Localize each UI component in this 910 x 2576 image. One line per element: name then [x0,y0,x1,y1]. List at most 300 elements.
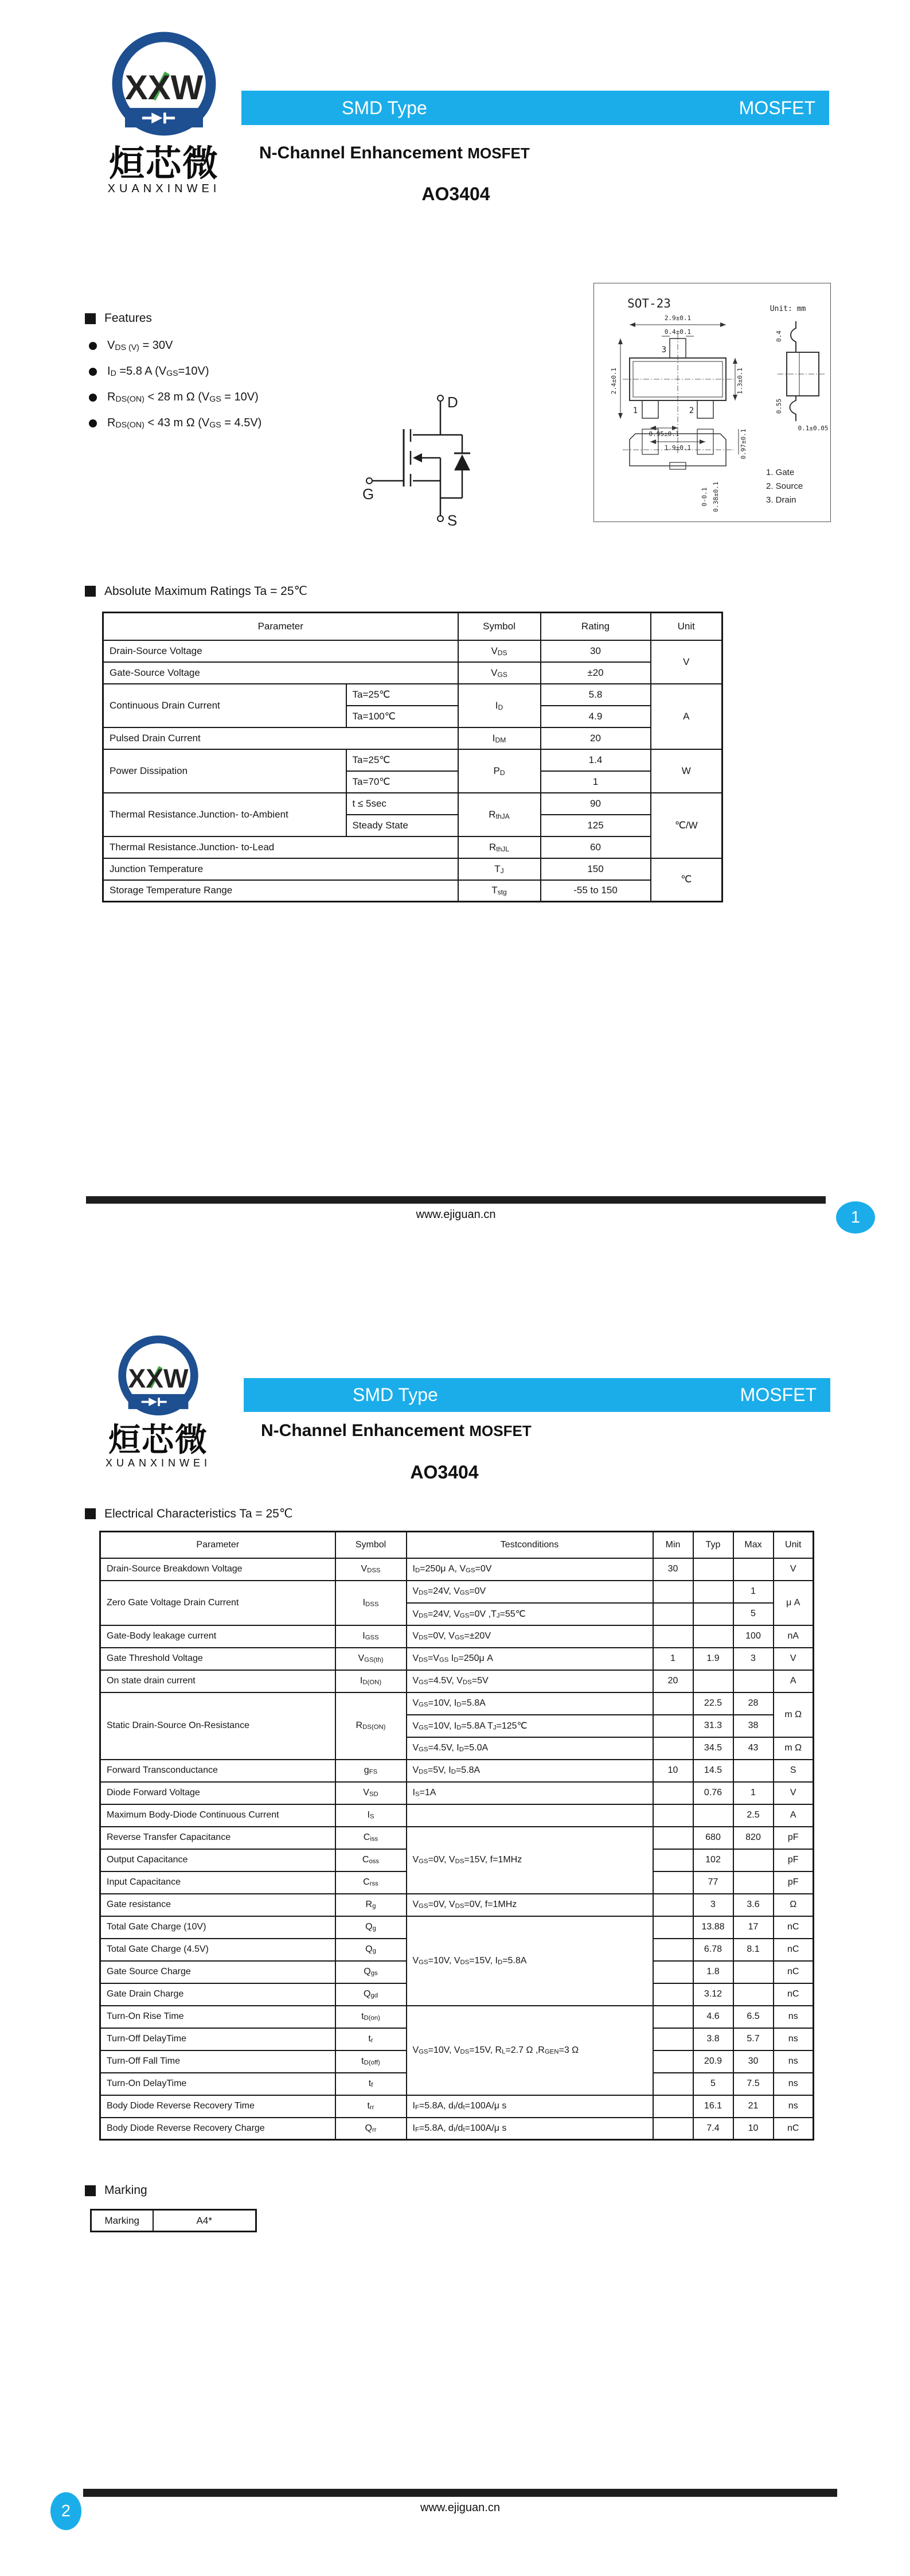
table-cell [653,2050,693,2073]
table-cell [693,1670,733,1692]
table-row [103,727,722,749]
table-cell: VGS=4.5V, VDS=5V [407,1670,653,1692]
marking-heading [85,2184,147,2197]
table-cell: VSD [335,1782,407,1804]
pin2-legend: 2. Source [766,481,803,491]
table-cell: Thermal Resistance.Junction- to-Lead [103,836,458,858]
table-cell [733,1983,774,2006]
table-cell: Unit [774,1532,814,1558]
document-title-suffix: MOSFET [467,145,530,162]
table-cell [653,2028,693,2050]
table-cell: 100 [733,1625,774,1648]
table-cell: 4.9 [541,706,651,727]
table-cell: Pulsed Drain Current [103,727,458,749]
table-cell [407,1804,653,1827]
table-cell: Symbol [335,1532,407,1558]
table-cell: nC [774,1961,814,1983]
table-cell: ns [774,2095,814,2118]
table-cell: Turn-Off DelayTime [100,2028,335,2050]
mosfet-symbol [354,389,498,532]
section-marker-icon [85,2185,96,2196]
table-row [100,1670,814,1692]
company-logo [86,28,242,196]
svg-text:2: 2 [689,406,694,415]
table-cell: tD(off) [335,2050,407,2073]
table-cell: 7.4 [693,2118,733,2140]
table-row [100,2118,814,2140]
table-cell [653,2073,693,2095]
feature-text: ID =5.8 A (VGS=10V) [107,364,209,379]
features-heading-label: Features [104,312,152,325]
table-cell: Gate Threshold Voltage [100,1648,335,1670]
table-cell [653,1715,693,1737]
svg-text:0.95±0.1: 0.95±0.1 [649,430,679,438]
table-cell: Ta=70℃ [346,771,458,793]
table-cell: tr [335,2028,407,2050]
table-cell: ns [774,2006,814,2028]
table-row [100,1648,814,1670]
header-bar-left-label: SMD Type [342,97,427,118]
table-cell: 30 [541,640,651,662]
table-cell: Qg [335,1939,407,1961]
table-cell: trr [335,2095,407,2118]
document-title-suffix: MOSFET [469,1422,532,1439]
table-cell: ns [774,2028,814,2050]
table-row [100,1760,814,1782]
table-cell: 125 [541,815,651,836]
table-cell: Input Capacitance [100,1871,335,1894]
table-cell [653,1782,693,1804]
table-cell: 680 [693,1827,733,1849]
table-cell: A [774,1804,814,1827]
table-cell: 77 [693,1871,733,1894]
table-row [103,684,722,706]
absolute-maximum-ratings-table [102,612,723,902]
section-marker-icon [85,586,96,597]
table-cell [653,2006,693,2028]
table-cell: VGS=10V, VDS=15V, ID=5.8A [407,1916,653,2006]
table-cell: nC [774,1939,814,1961]
header-bar-left-label: SMD Type [353,1384,438,1405]
table-cell: Reverse Transfer Capacitance [100,1827,335,1849]
table-row [100,1894,814,1916]
footer-url: www.ejiguan.cn [416,1208,496,1221]
table-cell [653,1961,693,1983]
table-cell: pF [774,1871,814,1894]
table-cell: TJ [458,858,541,880]
footer-rule [83,2489,837,2497]
table-cell: V [651,640,722,684]
svg-text:0.97±0.1: 0.97±0.1 [740,429,747,460]
bullet-icon [89,394,97,402]
svg-text:0-0.1: 0-0.1 [701,487,708,507]
package-unit-label: Unit: mm [770,305,806,313]
marking-table [90,2209,257,2232]
table-cell: Rating [541,613,651,640]
table-cell: 2.5 [733,1804,774,1827]
table-cell: W [651,749,722,793]
table-cell: PD [458,749,541,793]
table-cell: VGS=4.5V, ID=5.0A [407,1737,653,1760]
table-cell: IS [335,1804,407,1827]
svg-text:1.9±0.1: 1.9±0.1 [664,444,692,452]
part-number: AO3404 [410,1462,479,1482]
table-cell: Parameter [103,613,458,640]
svg-text:0.38±0.1: 0.38±0.1 [712,481,720,512]
table-cell: 1 [653,1648,693,1670]
table-cell: Testconditions [407,1532,653,1558]
table-cell: tD(on) [335,2006,407,2028]
svg-text:0.1±0.05: 0.1±0.05 [798,425,829,432]
svg-text:0.55: 0.55 [775,398,783,414]
table-row [103,836,722,858]
table-cell [733,1760,774,1782]
table-cell: 30 [733,2050,774,2073]
pin1-legend: 1. Gate [766,468,795,477]
table-cell: Ta=100℃ [346,706,458,727]
source-label: S [447,512,458,529]
electrical-characteristics-table [99,1531,814,2141]
table-cell: ℃/W [651,793,722,858]
electrical-heading-label: Electrical Characteristics Ta = 25℃ [104,1507,293,1520]
table-row [103,640,722,662]
table-cell: A [774,1670,814,1692]
table-cell: Power Dissipation [103,749,346,793]
table-cell: Ta=25℃ [346,684,458,706]
table-cell: Storage Temperature Range [103,880,458,902]
table-cell: V [774,1782,814,1804]
table-cell: 30 [653,1558,693,1581]
svg-text:2.4±0.1: 2.4±0.1 [610,367,618,395]
table-cell: Symbol [458,613,541,640]
table-cell: Marking [91,2210,153,2232]
table-cell: S [774,1760,814,1782]
table-row [100,1916,814,1939]
table-cell: Thermal Resistance.Junction- to-Ambient [103,793,346,836]
table-cell: nC [774,2118,814,2140]
table-cell: IF=5.8A, dI/dt=100A/μ s [407,2095,653,2118]
table-cell: Forward Transconductance [100,1760,335,1782]
table-cell [653,1939,693,1961]
table-cell: Static Drain-Source On-Resistance [100,1692,335,1760]
table-cell [653,1804,693,1827]
table-cell: 7.5 [733,2073,774,2095]
table-cell [733,1670,774,1692]
table-row [103,858,722,880]
gate-label: G [362,485,374,503]
table-cell: V [774,1558,814,1581]
table-cell: -55 to 150 [541,880,651,902]
table-cell: 20.9 [693,2050,733,2073]
document-title [261,1421,532,1441]
table-cell: RDS(ON) [335,1692,407,1760]
table-cell: t ≤ 5sec [346,793,458,815]
table-cell: tf [335,2073,407,2095]
document-title [259,143,530,163]
svg-text:XXW: XXW [128,1363,189,1394]
marking-heading-label: Marking [104,2184,147,2197]
document-title-main: N-Channel Enhancement [259,143,468,162]
table-cell: VDS=5V, ID=5.8A [407,1760,653,1782]
table-cell: 5.7 [733,2028,774,2050]
drain-label: D [447,394,458,411]
table-cell: 1.4 [541,749,651,771]
table-cell: 10 [733,2118,774,2140]
page-number-badge: 2 [50,2492,81,2530]
footer-rule [86,1196,826,1204]
company-logo-icon [98,1332,218,1421]
table-cell [653,1692,693,1715]
table-cell: Max [733,1532,774,1558]
table-cell: VDS=VGS ID=250μ A [407,1648,653,1670]
table-cell: 20 [653,1670,693,1692]
table-cell: 150 [541,858,651,880]
svg-text:XXW: XXW [124,68,204,107]
header-bar-right-label: MOSFET [740,1384,817,1405]
table-cell: RthJL [458,836,541,858]
table-cell: Qg [335,1916,407,1939]
company-name-en: XUANXINWEI [105,1457,211,1469]
table-cell [693,1804,733,1827]
table-cell: 60 [541,836,651,858]
table-row [100,1804,814,1827]
table-cell: Turn-On DelayTime [100,2073,335,2095]
table-cell: IGSS [335,1625,407,1648]
table-cell: VDSS [335,1558,407,1581]
table-cell: Diode Forward Voltage [100,1782,335,1804]
table-cell: 22.5 [693,1692,733,1715]
section-marker-icon [85,1508,96,1519]
table-cell [653,1894,693,1916]
table-cell: Drain-Source Breakdown Voltage [100,1558,335,1581]
table-row [100,1827,814,1849]
table-row [100,1625,814,1648]
table-cell: IF=5.8A, dI/dt=100A/μ s [407,2118,653,2140]
table-cell: 3 [733,1648,774,1670]
table-cell: Output Capacitance [100,1849,335,1871]
company-logo [80,1332,236,1469]
table-cell: IDSS [335,1581,407,1625]
table-cell: ID(ON) [335,1670,407,1692]
table-cell: nC [774,1916,814,1939]
table-cell: Gate-Source Voltage [103,662,458,684]
table-cell: 0.76 [693,1782,733,1804]
svg-text:0.4: 0.4 [775,330,783,342]
table-cell: 1 [733,1782,774,1804]
table-row [100,2006,814,2028]
table-cell: 102 [693,1849,733,1871]
header-bar-right-label: MOSFET [739,97,815,118]
table-cell [653,1827,693,1849]
table-cell [653,1581,693,1603]
table-cell: Body Diode Reverse Recovery Time [100,2095,335,2118]
table-cell: On state drain current [100,1670,335,1692]
table-cell: nA [774,1625,814,1648]
company-name-cn: 烜芯微 [108,144,219,184]
table-cell: Qgs [335,1961,407,1983]
table-cell: 90 [541,793,651,815]
table-row [100,1692,814,1715]
table-cell: Gate Drain Charge [100,1983,335,2006]
table-cell [693,1581,733,1603]
table-cell [693,1625,733,1648]
header-bar [244,1378,830,1412]
table-cell: Unit [651,613,722,640]
table-cell: Steady State [346,815,458,836]
table-cell [733,1961,774,1983]
table-cell: 21 [733,2095,774,2118]
table-cell: Zero Gate Voltage Drain Current [100,1581,335,1625]
table-row [100,1581,814,1603]
table-cell: ±20 [541,662,651,684]
company-logo-icon [86,28,242,142]
table-cell: 28 [733,1692,774,1715]
bullet-icon [89,368,97,376]
table-cell: V [774,1648,814,1670]
page-number-badge: 1 [836,1201,875,1233]
table-cell: 3.6 [733,1894,774,1916]
table-cell: pF [774,1849,814,1871]
svg-text:0.4±0.1: 0.4±0.1 [664,328,692,336]
features-heading [85,312,152,325]
document-title-main: N-Channel Enhancement [261,1421,470,1440]
table-cell: 13.88 [693,1916,733,1939]
table-cell: VGS(th) [335,1648,407,1670]
table-cell: Continuous Drain Current [103,684,346,727]
table-cell [653,1983,693,2006]
table-cell: Parameter [100,1532,335,1558]
table-cell: Drain-Source Voltage [103,640,458,662]
footer-url: www.ejiguan.cn [420,2501,500,2514]
table-cell: m Ω [774,1692,814,1737]
table-cell: 820 [733,1827,774,1849]
table-cell: 16.1 [693,2095,733,2118]
table-cell: 1 [541,771,651,793]
table-cell: VGS=0V, VDS=15V, f=1MHz [407,1827,653,1894]
company-name-en: XUANXINWEI [107,182,221,196]
table-cell: ns [774,2050,814,2073]
table-cell: VDS=0V, VGS=±20V [407,1625,653,1648]
table-cell: ℃ [651,858,722,902]
table-row [103,880,722,902]
table-cell: 17 [733,1916,774,1939]
table-cell: RthJA [458,793,541,836]
table-cell [653,1625,693,1648]
table-cell: 3 [693,1894,733,1916]
table-cell: Junction Temperature [103,858,458,880]
table-row [100,1532,814,1558]
table-cell: 6.78 [693,1939,733,1961]
table-cell: 31.3 [693,1715,733,1737]
section-marker-icon [85,313,96,324]
electrical-heading [85,1507,292,1521]
table-cell: IS=1A [407,1782,653,1804]
table-cell: IDM [458,727,541,749]
table-cell: Total Gate Charge (10V) [100,1916,335,1939]
feature-text: VDS (V) = 30V [107,338,173,353]
table-cell: μ A [774,1581,814,1625]
svg-text:3: 3 [661,345,667,355]
package-drawing [593,283,831,522]
abs-max-heading-label: Absolute Maximum Ratings Ta = 25℃ [104,585,308,598]
table-cell [653,2118,693,2140]
table-cell: Coss [335,1849,407,1871]
table-row [100,1782,814,1804]
table-cell: Gate-Body leakage current [100,1625,335,1648]
table-cell: 1.9 [693,1648,733,1670]
table-cell: VGS=10V, VDS=15V, RL=2.7 Ω ,RGEN=3 Ω [407,2006,653,2095]
table-cell: VGS=10V, ID=5.8A [407,1692,653,1715]
table-cell [653,1737,693,1760]
table-row [103,613,722,640]
feature-text: RDS(ON) < 43 m Ω (VGS = 4.5V) [107,416,262,430]
bullet-icon [89,342,97,350]
table-cell: m Ω [774,1737,814,1760]
table-cell: VDS [458,640,541,662]
table-cell: VDS=24V, VGS=0V ,TJ=55℃ [407,1603,653,1625]
table-cell: VDS=24V, VGS=0V [407,1581,653,1603]
table-cell: VGS=10V, ID=5.8A TJ=125℃ [407,1715,653,1737]
table-cell: Gate Source Charge [100,1961,335,1983]
table-cell: gFS [335,1760,407,1782]
table-cell: 14.5 [693,1760,733,1782]
table-cell: 43 [733,1737,774,1760]
table-cell [733,1558,774,1581]
table-cell: Tstg [458,880,541,902]
table-cell [693,1558,733,1581]
table-cell: ns [774,2073,814,2095]
table-cell: A4* [153,2210,256,2232]
table-cell: VGS [458,662,541,684]
table-cell [653,1916,693,1939]
table-cell [653,1871,693,1894]
table-cell: Maximum Body-Diode Continuous Current [100,1804,335,1827]
table-cell: 5.8 [541,684,651,706]
table-cell: Ta=25℃ [346,749,458,771]
svg-text:1: 1 [632,406,638,415]
table-cell [653,1849,693,1871]
table-cell: Rg [335,1894,407,1916]
table-cell [653,1603,693,1625]
table-cell: 20 [541,727,651,749]
table-cell: Qrr [335,2118,407,2140]
table-cell: Crss [335,1871,407,1894]
table-cell: 1 [733,1581,774,1603]
bullet-icon [89,419,97,427]
table-cell: Ciss [335,1827,407,1849]
svg-text:1.3±0.1: 1.3±0.1 [736,367,744,395]
table-cell: Turn-Off Fall Time [100,2050,335,2073]
table-cell: 3.8 [693,2028,733,2050]
part-number: AO3404 [421,184,490,204]
table-cell: Qgd [335,1983,407,2006]
table-cell: Min [653,1532,693,1558]
table-cell: 10 [653,1760,693,1782]
table-row [91,2210,256,2232]
table-cell: 4.6 [693,2006,733,2028]
table-cell [733,1871,774,1894]
table-cell: 1.8 [693,1961,733,1983]
feature-item [89,333,433,359]
table-cell: Total Gate Charge (4.5V) [100,1939,335,1961]
table-cell: ID=250μ A, VGS=0V [407,1558,653,1581]
table-cell [733,1849,774,1871]
table-cell: Body Diode Reverse Recovery Charge [100,2118,335,2140]
table-cell: 6.5 [733,2006,774,2028]
table-cell: pF [774,1827,814,1849]
table-cell [653,2095,693,2118]
table-cell: Turn-On Rise Time [100,2006,335,2028]
